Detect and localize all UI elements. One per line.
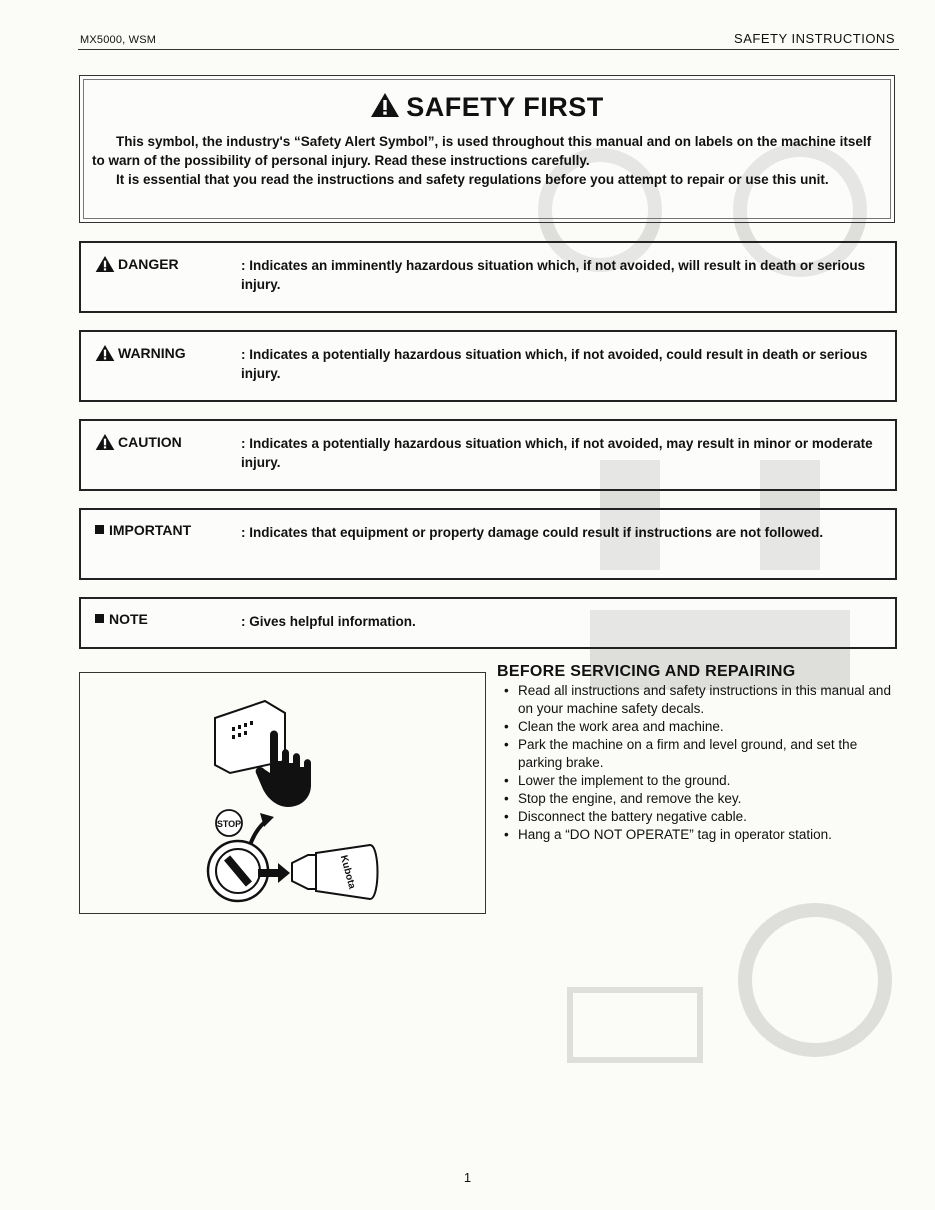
note-box (79, 597, 897, 649)
list-item: • Disconnect the battery negative cable. (500, 808, 900, 826)
safety-first-title: SAFETY FIRST (406, 92, 604, 122)
warning-label-text: WARNING (118, 345, 186, 361)
caution-label-text: CAUTION (118, 434, 182, 450)
section-title: SAFETY INSTRUCTIONS (734, 31, 895, 46)
list-item: • Park the machine on a firm and level ground, and set the parking brake. (500, 736, 900, 772)
safety-first-box (79, 75, 895, 223)
square-bullet-icon (95, 525, 104, 534)
before-servicing-list (500, 682, 900, 844)
page-number: 1 (463, 1170, 472, 1185)
before-servicing-heading: BEFORE SERVICING AND REPAIRING (497, 663, 796, 680)
square-bullet-icon (95, 614, 104, 623)
important-label (95, 522, 191, 538)
safety-alert-icon (370, 92, 400, 118)
list-item: • Stop the engine, and remove the key. (500, 790, 900, 808)
warning-label (95, 344, 186, 362)
safety-alert-icon (95, 255, 115, 273)
document-code: MX5000, WSM (80, 34, 157, 46)
important-description: : Indicates that equipment or property damage could result if instructions are not followed. (241, 525, 824, 540)
engine-stop-illustration (79, 672, 486, 914)
danger-box (79, 241, 897, 313)
caution-label (95, 433, 182, 451)
danger-label (95, 255, 179, 273)
list-item: • Hang a “DO NOT OPERATE” tag in operator station. (500, 826, 900, 844)
header-divider (78, 49, 899, 50)
note-label-text: NOTE (109, 611, 148, 627)
safety-first-paragraph: It is essential that you read the instructions and safety regulations before you attempt to repair or use this unit. (116, 172, 829, 187)
note-description: : Gives helpful information. (241, 614, 416, 629)
safety-first-heading (80, 92, 894, 123)
warning-box (79, 330, 897, 402)
list-item: • Lower the implement to the ground. (500, 772, 900, 790)
caution-box (79, 419, 897, 491)
note-label (95, 611, 148, 627)
safety-first-body (92, 132, 882, 189)
key-brand-text: Kubota (337, 854, 358, 891)
hand-key-illustration (80, 673, 485, 913)
safety-first-paragraph: This symbol, the industry's “Safety Alert Symbol”, is used throughout this manual and on labels on the machine itself to warn of the possibility of personal injury. Read these instructions carefully. (92, 134, 872, 168)
important-label-text: IMPORTANT (109, 522, 192, 538)
warning-description: : Indicates a potentially hazardous situation which, if not avoided, could result in death or serious injury. (241, 347, 868, 381)
danger-description: : Indicates an imminently hazardous situation which, if not avoided, will result in death or serious injury. (241, 258, 866, 292)
stop-symbol-text: STOP (216, 819, 242, 829)
safety-alert-icon (95, 433, 115, 451)
list-item: • Read all instructions and safety instructions in this manual and on your machine safety decals. (500, 682, 900, 718)
caution-description: : Indicates a potentially hazardous situation which, if not avoided, may result in minor or moderate injury. (241, 436, 873, 470)
safety-alert-icon (95, 344, 115, 362)
important-box (79, 508, 897, 580)
list-item: • Clean the work area and machine. (500, 718, 900, 736)
key-icon (292, 855, 316, 889)
danger-label-text: DANGER (118, 256, 179, 272)
